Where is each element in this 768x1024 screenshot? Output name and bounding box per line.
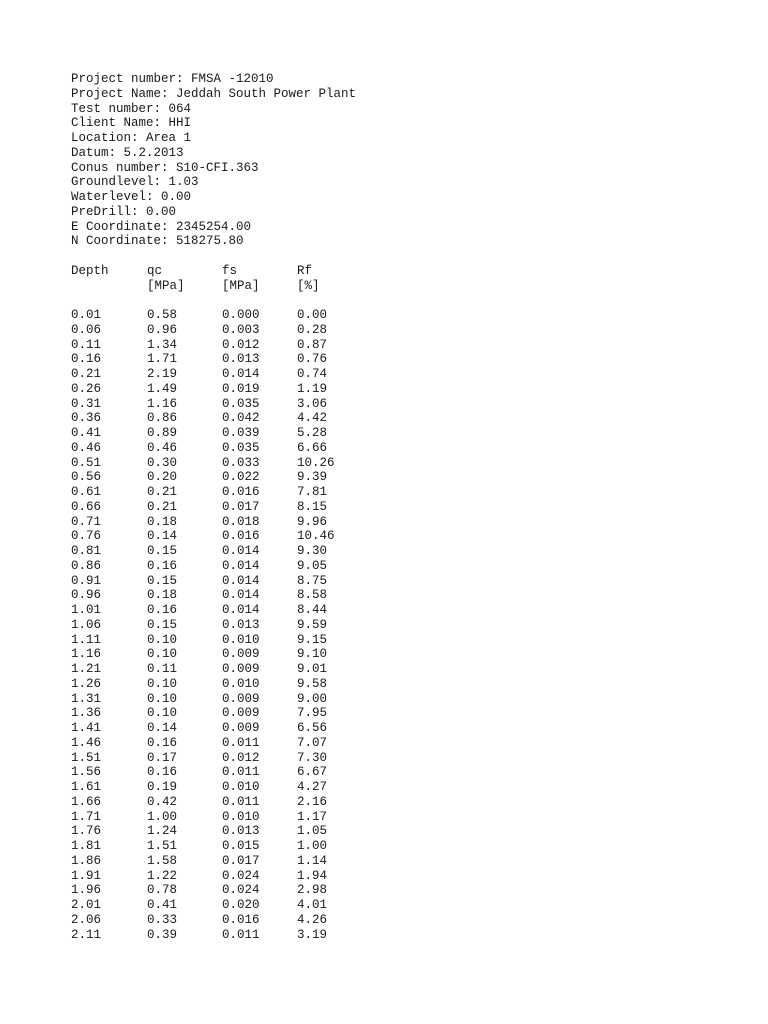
cell-fs: 0.020 xyxy=(222,898,260,912)
cell-depth: 0.01 xyxy=(71,308,102,322)
cell-fs: 0.016 xyxy=(222,912,260,927)
cell-qc: 1.24 xyxy=(147,824,178,839)
cell-fs: 0.014 xyxy=(222,544,260,558)
cell-qc: 0.30 xyxy=(147,455,178,470)
table-row xyxy=(71,869,711,884)
cell-depth: 0.11 xyxy=(71,337,102,352)
unit-fs: [MPa] xyxy=(222,278,260,293)
column-header-fs: fs xyxy=(222,263,238,278)
cell-fs: 0.009 xyxy=(222,647,260,662)
waterlevel: Waterlevel: 0.00 xyxy=(71,190,192,204)
unit-depth xyxy=(71,279,147,294)
cell-rf: 10.26 xyxy=(297,455,335,470)
table-row xyxy=(71,810,711,825)
cell-qc: 0.78 xyxy=(147,883,178,898)
cell-fs: 0.009 xyxy=(222,691,260,706)
table-row xyxy=(71,721,711,736)
table-row xyxy=(71,603,711,618)
cell-qc: 0.14 xyxy=(147,721,178,735)
cell-rf: 4.26 xyxy=(297,912,328,927)
cell-fs: 0.017 xyxy=(222,853,260,868)
cell-rf: 9.96 xyxy=(297,514,328,529)
table-header-row xyxy=(71,264,711,279)
cell-depth: 0.21 xyxy=(71,367,102,381)
cell-depth: 0.26 xyxy=(71,381,102,396)
cell-depth: 1.76 xyxy=(71,824,102,839)
cell-rf: 9.05 xyxy=(297,558,328,573)
location: Location: Area 1 xyxy=(71,131,192,145)
cell-qc: 0.20 xyxy=(147,470,178,485)
cell-fs: 0.010 xyxy=(222,676,260,691)
cell-depth: 0.36 xyxy=(71,411,102,426)
table-row xyxy=(71,736,711,751)
cell-rf: 7.07 xyxy=(297,735,328,750)
table-row xyxy=(71,588,711,603)
cell-rf: 9.30 xyxy=(297,544,328,558)
cell-qc: 1.51 xyxy=(147,839,178,853)
cell-rf: 1.14 xyxy=(297,853,328,868)
cell-qc: 0.10 xyxy=(147,691,178,706)
cell-fs: 0.012 xyxy=(222,750,260,765)
table-row xyxy=(71,633,711,648)
table-row xyxy=(71,751,711,766)
cell-qc: 0.10 xyxy=(147,706,178,721)
cell-fs: 0.011 xyxy=(222,765,260,780)
cell-qc: 0.15 xyxy=(147,573,178,588)
cell-fs: 0.019 xyxy=(222,381,260,396)
cell-fs: 0.035 xyxy=(222,440,260,455)
cell-fs: 0.011 xyxy=(222,735,260,750)
cell-qc: 0.39 xyxy=(147,927,178,942)
cell-rf: 8.44 xyxy=(297,603,328,617)
cell-qc: 0.16 xyxy=(147,765,178,780)
cell-qc: 0.41 xyxy=(147,898,178,912)
cell-qc: 2.19 xyxy=(147,367,178,381)
cell-rf: 0.00 xyxy=(297,308,328,322)
cell-qc: 0.10 xyxy=(147,676,178,691)
table-row xyxy=(71,411,711,426)
table-body xyxy=(71,308,711,942)
cell-fs: 0.042 xyxy=(222,411,260,426)
table-row xyxy=(71,544,711,559)
cell-depth: 1.41 xyxy=(71,721,102,735)
cell-depth: 0.86 xyxy=(71,558,102,573)
cell-fs: 0.014 xyxy=(222,603,260,617)
table-row xyxy=(71,898,711,913)
cell-fs: 0.039 xyxy=(222,426,260,440)
datum: Datum: 5.2.2013 xyxy=(71,145,184,160)
cell-fs: 0.011 xyxy=(222,794,260,809)
cell-depth: 0.81 xyxy=(71,544,102,558)
cell-depth: 0.56 xyxy=(71,470,102,485)
cell-fs: 0.000 xyxy=(222,308,260,322)
cell-qc: 0.21 xyxy=(147,499,178,514)
cell-qc: 0.15 xyxy=(147,544,178,558)
cell-fs: 0.011 xyxy=(222,927,260,942)
cell-qc: 1.49 xyxy=(147,381,178,396)
conus-number: Conus number: S10-CFI.363 xyxy=(71,160,259,175)
cell-rf: 6.66 xyxy=(297,440,328,455)
table-row xyxy=(71,382,711,397)
cell-rf: 1.94 xyxy=(297,868,328,883)
cell-rf: 1.05 xyxy=(297,824,328,839)
cell-qc: 1.58 xyxy=(147,853,178,868)
table-row xyxy=(71,397,711,412)
cell-rf: 7.95 xyxy=(297,706,328,721)
spacer xyxy=(71,249,711,264)
table-row xyxy=(71,323,711,338)
unit-rf: [%] xyxy=(297,278,320,293)
cell-depth: 1.11 xyxy=(71,632,102,647)
cell-fs: 0.022 xyxy=(222,470,260,485)
cell-fs: 0.014 xyxy=(222,558,260,573)
cell-rf: 0.74 xyxy=(297,367,328,381)
table-row xyxy=(71,618,711,633)
table-row xyxy=(71,485,711,500)
cell-rf: 8.75 xyxy=(297,573,328,588)
cell-depth: 1.81 xyxy=(71,839,102,853)
cell-rf: 5.28 xyxy=(297,426,328,440)
cell-depth: 0.41 xyxy=(71,426,102,440)
cell-qc: 0.18 xyxy=(147,588,178,603)
cell-rf: 2.98 xyxy=(297,883,328,898)
cell-depth: 1.26 xyxy=(71,676,102,691)
cell-qc: 0.96 xyxy=(147,322,178,337)
cell-qc: 0.16 xyxy=(147,558,178,573)
cell-fs: 0.016 xyxy=(222,485,260,499)
cell-depth: 2.11 xyxy=(71,927,102,942)
table-row xyxy=(71,706,711,721)
cell-qc: 0.17 xyxy=(147,750,178,765)
cell-fs: 0.009 xyxy=(222,662,260,676)
cell-depth: 1.21 xyxy=(71,662,102,676)
cell-depth: 1.71 xyxy=(71,809,102,824)
cell-fs: 0.014 xyxy=(222,573,260,588)
unit-qc: [MPa] xyxy=(147,278,185,293)
table-units-row xyxy=(71,279,711,294)
cell-depth: 2.06 xyxy=(71,912,102,927)
cell-rf: 9.10 xyxy=(297,647,328,662)
e-coordinate: E Coordinate: 2345254.00 xyxy=(71,219,252,234)
cell-rf: 4.42 xyxy=(297,411,328,426)
cell-fs: 0.003 xyxy=(222,322,260,337)
cell-depth: 2.01 xyxy=(71,898,102,912)
cell-qc: 0.21 xyxy=(147,485,178,499)
cell-qc: 0.18 xyxy=(147,514,178,529)
cell-fs: 0.012 xyxy=(222,337,260,352)
table-row xyxy=(71,795,711,810)
cell-qc: 0.16 xyxy=(147,603,178,617)
n-coordinate: N Coordinate: 518275.80 xyxy=(71,234,244,249)
cell-depth: 0.91 xyxy=(71,573,102,588)
cell-depth: 1.91 xyxy=(71,868,102,883)
cell-qc: 0.33 xyxy=(147,912,178,927)
table-row xyxy=(71,780,711,795)
cell-fs: 0.018 xyxy=(222,514,260,529)
cell-qc: 0.11 xyxy=(147,662,178,676)
cell-qc: 0.15 xyxy=(147,617,178,632)
cell-rf: 4.27 xyxy=(297,780,328,794)
table-row xyxy=(71,470,711,485)
cell-depth: 0.46 xyxy=(71,440,102,455)
table-row xyxy=(71,559,711,574)
cell-depth: 1.61 xyxy=(71,780,102,794)
cell-rf: 9.58 xyxy=(297,676,328,691)
cell-fs: 0.017 xyxy=(222,499,260,514)
table-row xyxy=(71,352,711,367)
cell-rf: 6.56 xyxy=(297,721,328,735)
cell-depth: 0.96 xyxy=(71,588,102,603)
cell-fs: 0.013 xyxy=(222,352,260,367)
cell-fs: 0.016 xyxy=(222,529,260,544)
cell-rf: 8.15 xyxy=(297,499,328,514)
client-name: Client Name: HHI xyxy=(71,116,192,131)
table-row xyxy=(71,883,711,898)
table-row xyxy=(71,677,711,692)
table-row xyxy=(71,367,711,382)
cell-depth: 0.06 xyxy=(71,322,102,337)
column-header-qc: qc xyxy=(147,263,163,278)
cell-fs: 0.024 xyxy=(222,868,260,883)
table-row xyxy=(71,854,711,869)
cell-depth: 1.66 xyxy=(71,794,102,809)
cell-rf: 3.19 xyxy=(297,927,328,942)
spacer xyxy=(71,293,711,308)
cell-fs: 0.010 xyxy=(222,632,260,647)
groundlevel: Groundlevel: 1.03 xyxy=(71,175,199,190)
cell-rf: 9.15 xyxy=(297,632,328,647)
column-header-rf: Rf xyxy=(297,263,313,278)
cell-qc: 1.00 xyxy=(147,809,178,824)
cell-qc: 0.89 xyxy=(147,426,178,440)
cell-fs: 0.015 xyxy=(222,839,260,853)
cell-rf: 7.30 xyxy=(297,750,328,765)
cell-qc: 1.22 xyxy=(147,868,178,883)
cell-rf: 0.87 xyxy=(297,337,328,352)
cell-qc: 1.16 xyxy=(147,396,178,411)
project-number: Project number: FMSA -12010 xyxy=(71,72,274,86)
cell-fs: 0.033 xyxy=(222,455,260,470)
column-header-depth: Depth xyxy=(71,263,109,278)
table-row xyxy=(71,426,711,441)
project-name: Project Name: Jeddah South Power Plant xyxy=(71,86,357,101)
table-row xyxy=(71,515,711,530)
table-row xyxy=(71,928,711,943)
cell-fs: 0.009 xyxy=(222,706,260,721)
cell-rf: 6.67 xyxy=(297,765,328,780)
table-row xyxy=(71,338,711,353)
cell-qc: 1.71 xyxy=(147,352,178,367)
table-row xyxy=(71,500,711,515)
table-row xyxy=(71,662,711,677)
cell-qc: 0.19 xyxy=(147,780,178,794)
cell-fs: 0.009 xyxy=(222,721,260,735)
table-row xyxy=(71,692,711,707)
cell-fs: 0.013 xyxy=(222,617,260,632)
cell-rf: 10.46 xyxy=(297,529,335,544)
table-row xyxy=(71,647,711,662)
table-row xyxy=(71,824,711,839)
cell-qc: 0.14 xyxy=(147,529,178,544)
cell-depth: 0.66 xyxy=(71,499,102,514)
table-row xyxy=(71,441,711,456)
cell-fs: 0.014 xyxy=(222,588,260,603)
cell-rf: 9.39 xyxy=(297,470,328,485)
cell-depth: 1.06 xyxy=(71,617,102,632)
cell-rf: 8.58 xyxy=(297,588,328,603)
test-number: Test number: 064 xyxy=(71,101,192,116)
table-row xyxy=(71,308,711,323)
cell-rf: 1.00 xyxy=(297,839,328,853)
cell-depth: 1.46 xyxy=(71,735,102,750)
cell-rf: 0.76 xyxy=(297,352,328,367)
table-row xyxy=(71,574,711,589)
cell-depth: 1.31 xyxy=(71,691,102,706)
cell-fs: 0.010 xyxy=(222,780,260,794)
cell-fs: 0.010 xyxy=(222,809,260,824)
data-table xyxy=(71,264,711,943)
cell-depth: 0.76 xyxy=(71,529,102,544)
cell-rf: 4.01 xyxy=(297,898,328,912)
cell-depth: 0.61 xyxy=(71,485,102,499)
cell-qc: 0.10 xyxy=(147,647,178,662)
cell-rf: 1.17 xyxy=(297,809,328,824)
cell-fs: 0.035 xyxy=(222,396,260,411)
cell-qc: 1.34 xyxy=(147,337,178,352)
cell-qc: 0.46 xyxy=(147,440,178,455)
header-block xyxy=(71,72,711,249)
cell-rf: 9.01 xyxy=(297,662,328,676)
cell-qc: 0.16 xyxy=(147,735,178,750)
cell-qc: 0.86 xyxy=(147,411,178,426)
cell-depth: 1.01 xyxy=(71,603,102,617)
cell-rf: 3.06 xyxy=(297,396,328,411)
table-row xyxy=(71,765,711,780)
cell-depth: 1.86 xyxy=(71,853,102,868)
table-row xyxy=(71,839,711,854)
cell-rf: 1.19 xyxy=(297,381,328,396)
predrill: PreDrill: 0.00 xyxy=(71,204,177,219)
table-row xyxy=(71,456,711,471)
cell-rf: 7.81 xyxy=(297,485,328,499)
cell-rf: 9.59 xyxy=(297,617,328,632)
cell-qc: 0.58 xyxy=(147,308,178,322)
cell-rf: 2.16 xyxy=(297,794,328,809)
table-row xyxy=(71,913,711,928)
cell-qc: 0.42 xyxy=(147,794,178,809)
cell-depth: 1.96 xyxy=(71,883,102,898)
cell-depth: 1.36 xyxy=(71,706,102,721)
cell-depth: 0.71 xyxy=(71,514,102,529)
cell-rf: 9.00 xyxy=(297,691,328,706)
cell-depth: 0.31 xyxy=(71,396,102,411)
cell-depth: 1.51 xyxy=(71,750,102,765)
cell-fs: 0.013 xyxy=(222,824,260,839)
table-row xyxy=(71,529,711,544)
cell-depth: 0.51 xyxy=(71,455,102,470)
cell-fs: 0.024 xyxy=(222,883,260,898)
cell-depth: 1.16 xyxy=(71,647,102,662)
cell-rf: 0.28 xyxy=(297,322,328,337)
cell-depth: 0.16 xyxy=(71,352,102,367)
document-page xyxy=(71,72,711,942)
cell-depth: 1.56 xyxy=(71,765,102,780)
cell-fs: 0.014 xyxy=(222,367,260,381)
cell-qc: 0.10 xyxy=(147,632,178,647)
